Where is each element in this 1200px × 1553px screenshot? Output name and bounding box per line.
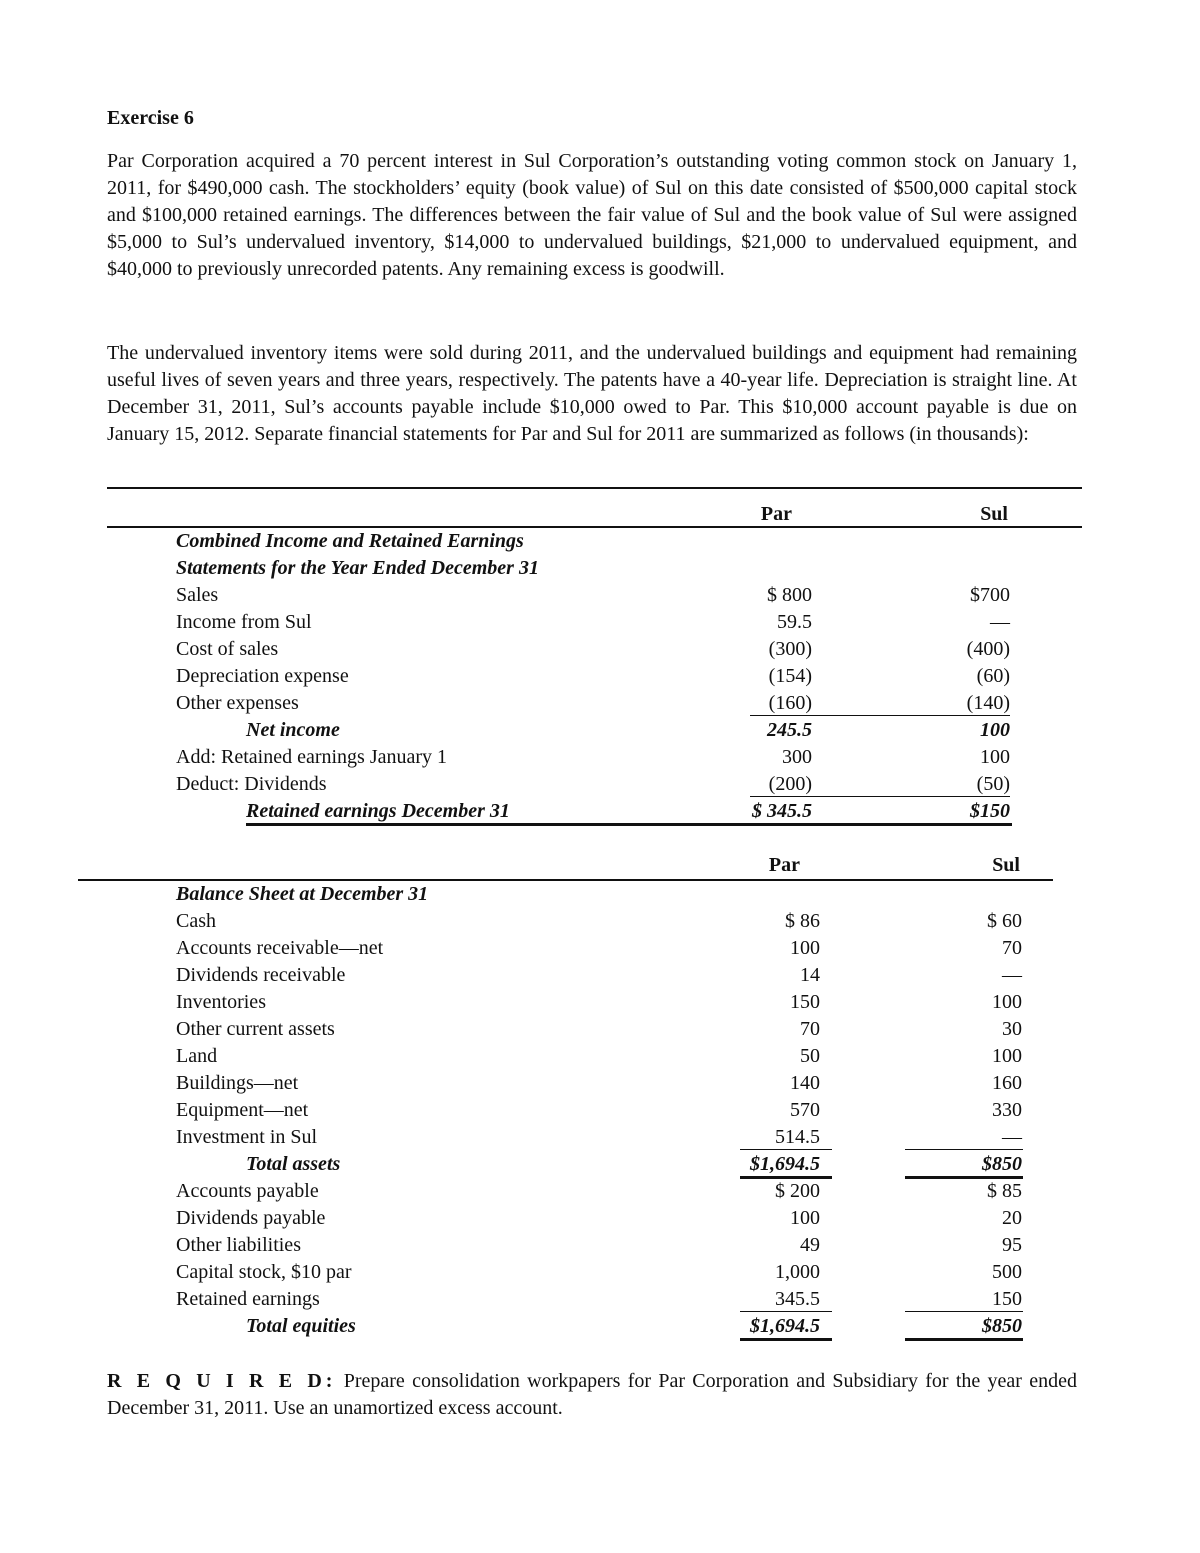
sul-value: (140) [966,692,1010,714]
required-label: R E Q U I R E D: [107,1370,337,1392]
sul-value: 100 [992,1045,1022,1067]
sul-value: (50) [976,773,1010,795]
row-label: Dividends payable [176,1207,326,1229]
sul-value: 70 [1002,937,1022,959]
table-row [0,744,1200,771]
par-value: (300) [768,638,812,660]
sul-underline [905,1311,1023,1312]
table-row [0,1259,1200,1286]
problem-paragraph-1: Par Corporation acquired a 70 percent interest in Sul Corporation’s outstanding voting common stock on January 1, 2011, for $490,000 cash. The stockholders’ equity (book value) of Sul on this date consisted of $500,000 capital stock and $100,000 retained earnings. The differences between the fair value of Sul and the book value of Sul were assigned $5,000 to Sul’s undervalued inventory, $14,000 to undervalued buildings, $21,000 to undervalued equipment, and $40,000 to previously unrecorded patents. Any remaining excess is goodwill. [107,150,1077,280]
column-header-sul: Sul [980,503,1008,525]
table-row [0,1178,1200,1205]
row-label: Other liabilities [176,1234,301,1256]
section-title: Statements for the Year Ended December 31 [176,557,539,579]
par-value: 14 [800,964,820,986]
sul-underline [905,796,1010,797]
sul-underline [905,1149,1023,1150]
sul-value: $700 [970,584,1010,606]
column-header-row [0,501,1200,528]
sul-value: 95 [1002,1234,1022,1256]
table-row [0,1043,1200,1070]
table-row [0,989,1200,1016]
table-row [0,1205,1200,1232]
section-title-row [0,555,1200,582]
table-row [0,717,1200,744]
par-value: 50 [800,1045,820,1067]
table-row [0,690,1200,717]
table-row [0,1286,1200,1313]
par-value: 100 [790,937,820,959]
sul-value: — [1002,1126,1022,1148]
par-value: 514.5 [775,1126,820,1148]
par-value: 1,000 [775,1261,820,1283]
par-value: 100 [790,1207,820,1229]
row-label: Cost of sales [176,638,279,660]
sul-value: $850 [982,1315,1022,1337]
sul-value: $850 [982,1153,1022,1175]
par-value: $1,694.5 [750,1315,820,1337]
par-value: $ 86 [785,910,820,932]
table-row [0,1016,1200,1043]
par-value: 150 [790,991,820,1013]
table-row [0,663,1200,690]
row-label: Land [176,1045,218,1067]
par-value: 70 [800,1018,820,1040]
row-label: Income from Sul [176,611,312,633]
row-label: Other current assets [176,1018,335,1040]
table-top-rule [107,487,1082,489]
row-label: Depreciation expense [176,665,349,687]
table-row [0,636,1200,663]
par-value: 49 [800,1234,820,1256]
row-label: Retained earnings December 31 [246,800,510,822]
par-value: (154) [768,665,812,687]
section-title: Balance Sheet at December 31 [176,883,429,905]
table-row [0,1070,1200,1097]
row-label: Net income [246,719,340,741]
total-double-underline [246,823,1012,826]
column-header-par: Par [760,503,792,525]
row-label: Cash [176,910,216,932]
row-label: Dividends receivable [176,964,346,986]
row-label: Retained earnings [176,1288,320,1310]
row-label: Buildings—net [176,1072,299,1094]
par-value: $ 345.5 [752,800,812,822]
sul-double-underline [905,1338,1023,1341]
sul-value: 150 [992,1288,1022,1310]
row-label: Capital stock, $10 par [176,1261,352,1283]
sul-value: 100 [980,719,1010,741]
par-value: 140 [790,1072,820,1094]
sul-value: — [990,611,1010,633]
row-label: Sales [176,584,219,606]
table-row [0,935,1200,962]
table-row [0,1124,1200,1151]
table-row [0,771,1200,798]
sul-value: — [1002,964,1022,986]
row-label: Investment in Sul [176,1126,318,1148]
par-double-underline [740,1338,832,1341]
required-instruction [107,1368,1077,1422]
table-row [0,1232,1200,1259]
problem-paragraph-2: The undervalued inventory items were sold during 2011, and the undervalued buildings and equipment had remaining useful lives of seven years and three years, respectively. The patents have a 40-year life. Depreciation is straight line. At December 31, 2011, Sul’s accounts payable include $10,000 owed to Par. This $10,000 account payable is due on January 15, 2012. Separate financial statements for Par and Sul for 2011 are summarized as follows (in thousands): [107,342,1077,445]
row-label: Equipment—net [176,1099,309,1121]
sul-value: 160 [992,1072,1022,1094]
table-row [0,609,1200,636]
required-text: Prepare consolidation workpapers for Par Corporation and Subsidiary for the year ended December 31, 2011. Use an unamortized excess account. [107,1370,1078,1419]
sul-value: 20 [1002,1207,1022,1229]
sul-value: 500 [992,1261,1022,1283]
sul-value: $150 [970,800,1010,822]
par-value: $1,694.5 [750,1153,820,1175]
sul-value: 330 [992,1099,1022,1121]
par-value: $ 800 [767,584,812,606]
row-label: Accounts receivable—net [176,937,384,959]
table-row [0,962,1200,989]
column-header-sul: Sul [992,854,1020,876]
row-label: Inventories [176,991,266,1013]
sul-value: (400) [966,638,1010,660]
table-row [0,1097,1200,1124]
section-title: Combined Income and Retained Earnings [176,530,524,552]
par-value: 59.5 [777,611,812,633]
column-header-row [0,852,1200,879]
par-value: 345.5 [775,1288,820,1310]
sul-value: $ 85 [987,1180,1022,1202]
row-label: Total assets [246,1153,341,1175]
table-row [0,1151,1200,1178]
par-value: $ 200 [775,1180,820,1202]
sul-underline [905,715,1010,716]
par-value: 570 [790,1099,820,1121]
row-label: Deduct: Dividends [176,773,327,795]
par-value: 245.5 [767,719,812,741]
sul-value: (60) [976,665,1010,687]
par-value: 300 [782,746,812,768]
table-row [0,798,1200,825]
exercise-title: Exercise 6 [107,107,194,129]
row-label: Other expenses [176,692,299,714]
column-header-par: Par [768,854,800,876]
section-title-row [0,528,1200,555]
sul-value: $ 60 [987,910,1022,932]
sul-value: 100 [980,746,1010,768]
row-label: Total equities [246,1315,356,1337]
par-value: (160) [768,692,812,714]
sul-value: 100 [992,991,1022,1013]
par-underline [740,1149,832,1150]
section-title-row [0,881,1200,908]
par-underline [740,1311,832,1312]
table-row [0,908,1200,935]
par-value: (200) [768,773,812,795]
row-label: Accounts payable [176,1180,319,1202]
par-underline [750,796,905,797]
table-row [0,1313,1200,1340]
table-row [0,582,1200,609]
sul-value: 30 [1002,1018,1022,1040]
row-label: Add: Retained earnings January 1 [176,746,448,768]
par-underline [750,715,905,716]
